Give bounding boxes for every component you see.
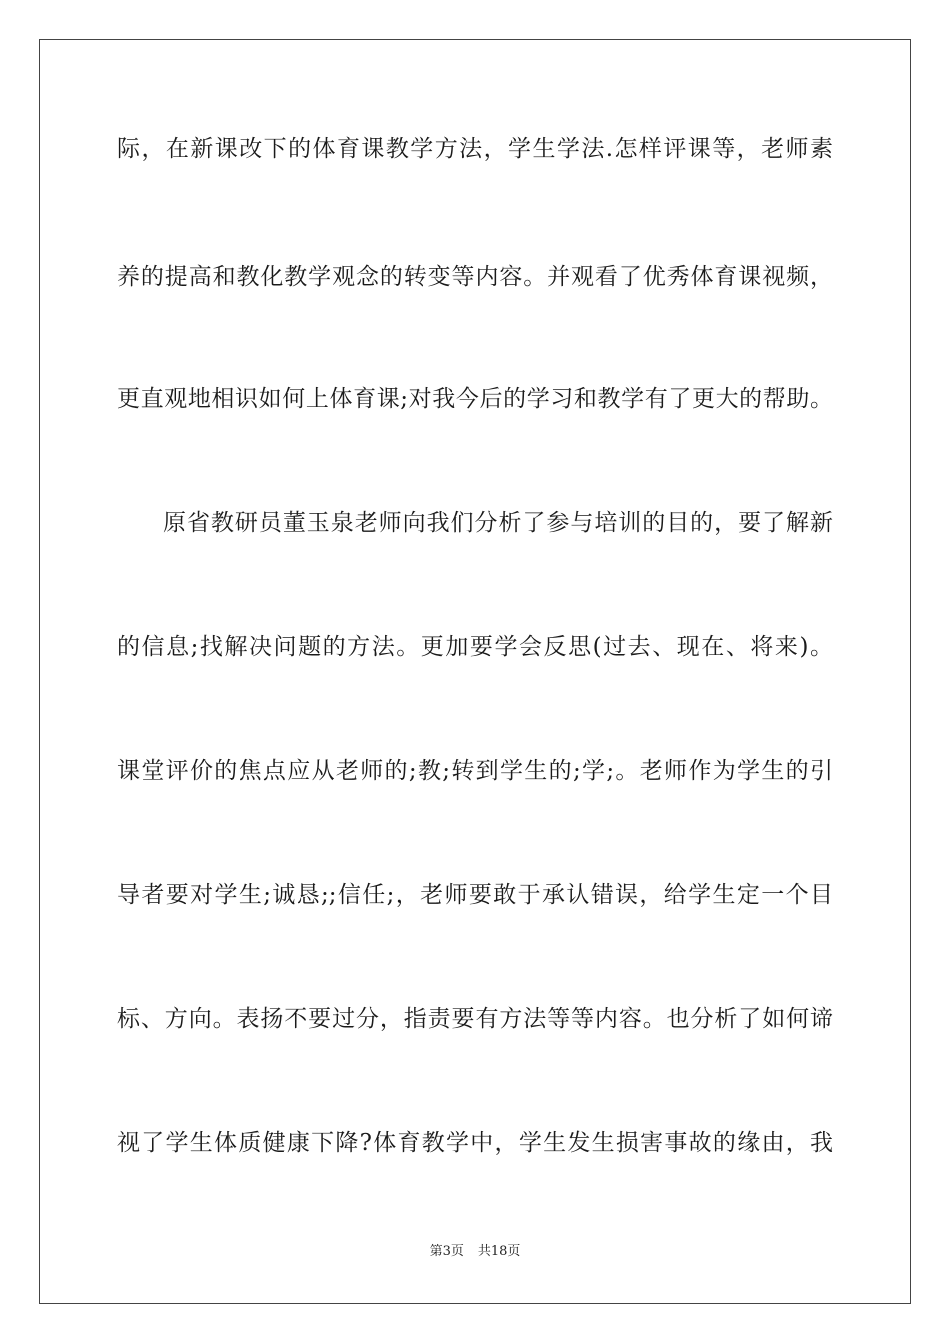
- page-border: [39, 39, 911, 1304]
- body-text-line: 视了学生体质健康下降?体育教学中，学生发生损害事故的缘由，我: [117, 1130, 833, 1156]
- page-total: 共18页: [477, 1244, 521, 1259]
- page-footer: [0, 1244, 950, 1260]
- body-text-line: 标、方向。表扬不要过分，指责要有方法等等内容。也分析了如何谛: [117, 1006, 833, 1032]
- page-number: 第3页: [429, 1244, 464, 1259]
- body-text-line: 养的提高和教化教学观念的转变等内容。并观看了优秀体育课视频，: [117, 264, 833, 290]
- body-text-line: 的信息;找解决问题的方法。更加要学会反思(过去、现在、将来)。: [117, 634, 833, 660]
- paragraph-first-line: 原省教研员董玉泉老师向我们分析了参与培训的目的，要了解新: [163, 510, 833, 536]
- body-text-line: 际，在新课改下的体育课教学方法，学生学法.怎样评课等，老师素: [117, 136, 833, 162]
- body-text-line: 导者要对学生;诚恳;;信任;，老师要敢于承认错误，给学生定一个目: [117, 882, 833, 908]
- body-text-line: 课堂评价的焦点应从老师的;教;转到学生的;学;。老师作为学生的引: [117, 758, 833, 784]
- body-text-line: 更直观地相识如何上体育课;对我今后的学习和教学有了更大的帮助。: [117, 386, 833, 412]
